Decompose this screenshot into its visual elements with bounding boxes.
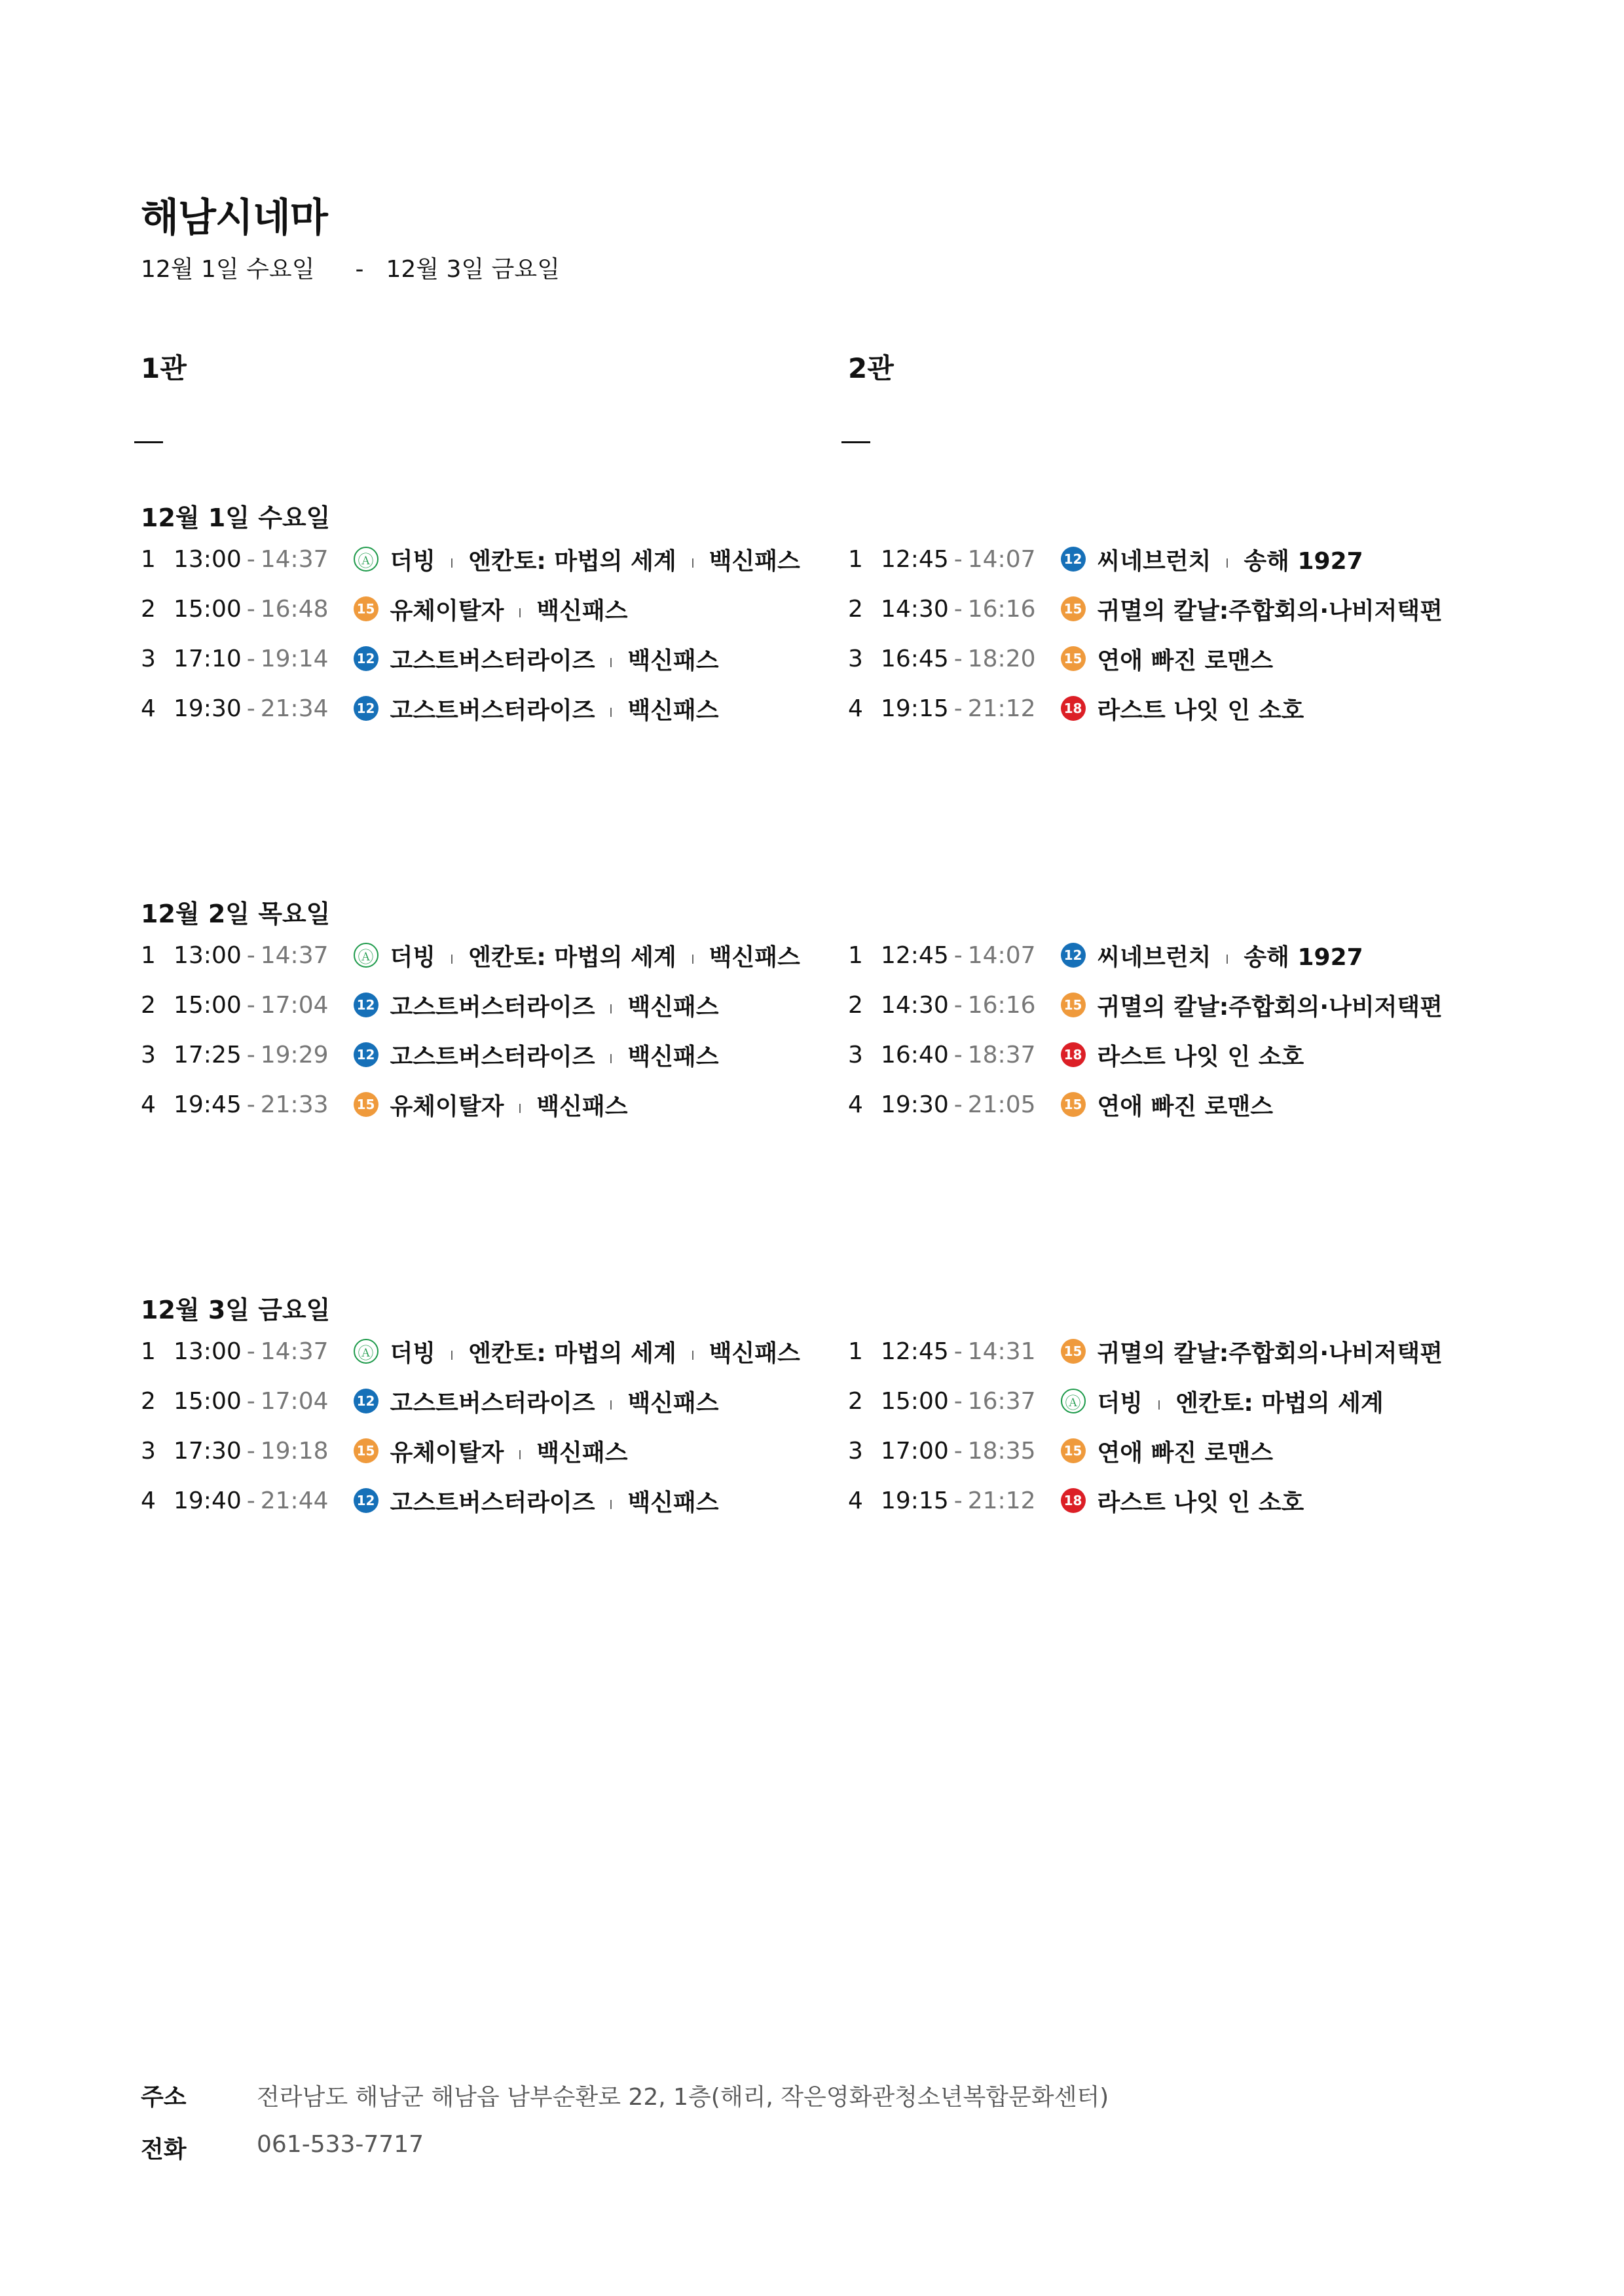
end-time: 18:20 — [967, 645, 1036, 672]
movie-title: 송해 1927 — [1244, 943, 1363, 971]
rating-badge-icon: 18 — [1061, 1488, 1086, 1513]
time-separator: - — [246, 545, 255, 573]
time-separator: - — [953, 1338, 963, 1365]
start-time: 19:45 — [174, 1091, 242, 1118]
rating-badge-icon: 12 — [1061, 943, 1086, 968]
screening-row-hall-2 — [848, 1381, 1384, 1421]
time-separator: - — [953, 1487, 963, 1514]
screening-row-hall-1 — [141, 1381, 719, 1421]
screening-number: 3 — [848, 1041, 863, 1068]
title-divider — [1227, 955, 1228, 964]
screening-row-hall-2 — [848, 1085, 1273, 1124]
rating-badge-icon: 15 — [1061, 1092, 1086, 1117]
movie-title: 백신패스 — [627, 697, 719, 724]
rating-badge-icon: 12 — [354, 1488, 378, 1513]
screening-row-hall-2 — [848, 1332, 1443, 1371]
end-time: 16:16 — [967, 991, 1036, 1019]
start-time: 15:00 — [174, 1387, 242, 1415]
start-time: 14:30 — [881, 991, 949, 1019]
screening-row-hall-2 — [848, 589, 1443, 629]
screening-row-hall-2 — [848, 1035, 1304, 1074]
movie-title: 귀멸의 칼날:주합회의·나비저택편 — [1097, 993, 1443, 1021]
day-label: 12월 1일 수요일 — [141, 503, 331, 532]
rating-badge-icon: 12 — [354, 696, 378, 721]
movie-title: 유체이탈자 — [390, 1093, 504, 1120]
movie-title: 라스트 나잇 인 소호 — [1097, 1489, 1304, 1516]
hall-1-divider — [134, 441, 163, 443]
movie-title: 백신패스 — [627, 1489, 719, 1516]
title-divider — [692, 1351, 693, 1360]
start-time: 12:45 — [881, 941, 949, 969]
rating-badge-icon: 12 — [354, 1042, 378, 1067]
rating-badge-icon: 12 — [354, 1389, 378, 1413]
start-time: 15:00 — [174, 595, 242, 623]
movie-title: 더빙 — [390, 1339, 436, 1367]
screening-number: 4 — [848, 695, 863, 722]
movie-title: 더빙 — [390, 943, 436, 971]
movie-title: 더빙 — [1097, 1389, 1143, 1417]
screening-row-hall-2 — [848, 539, 1363, 579]
start-time: 12:45 — [881, 1338, 949, 1365]
time-separator: - — [953, 1091, 963, 1118]
screening-number: 2 — [141, 595, 156, 623]
title-divider — [451, 1351, 452, 1360]
screening-number: 3 — [848, 1437, 863, 1465]
end-time: 14:37 — [260, 1338, 329, 1365]
movie-title: 라스트 나잇 인 소호 — [1097, 697, 1304, 724]
screening-number: 4 — [848, 1091, 863, 1118]
time-separator: - — [246, 1387, 255, 1415]
screening-row-hall-1 — [141, 1332, 800, 1371]
rating-badge-icon: 18 — [1061, 696, 1086, 721]
time-separator: - — [246, 941, 255, 969]
movie-title: 귀멸의 칼날:주합회의·나비저택편 — [1097, 1339, 1443, 1367]
rating-badge-icon: 15 — [354, 596, 378, 621]
end-time: 19:18 — [260, 1437, 329, 1465]
time-separator: - — [246, 1091, 255, 1118]
movie-title: 백신패스 — [709, 1339, 800, 1367]
title-divider — [519, 608, 521, 617]
time-separator: - — [953, 1387, 963, 1415]
screening-number: 1 — [141, 545, 156, 573]
movie-title: 라스트 나잇 인 소호 — [1097, 1043, 1304, 1070]
movie-title: 백신패스 — [709, 547, 800, 575]
start-time: 17:30 — [174, 1437, 242, 1465]
end-time: 14:37 — [260, 545, 329, 573]
screening-row-hall-1 — [141, 1085, 628, 1124]
end-time: 21:33 — [260, 1091, 329, 1118]
end-time: 14:31 — [967, 1338, 1036, 1365]
date-range-end: 12월 3일 금요일 — [386, 256, 560, 283]
time-separator: - — [246, 1437, 255, 1465]
screening-row-hall-2 — [848, 1481, 1304, 1520]
movie-title: 엔칸토: 마법의 세계 — [468, 943, 676, 971]
rating-badge-icon: 15 — [1061, 1438, 1086, 1463]
start-time: 16:40 — [881, 1041, 949, 1068]
movie-title: 고스트버스터라이즈 — [390, 1389, 595, 1417]
start-time: 19:40 — [174, 1487, 242, 1514]
start-time: 16:45 — [881, 645, 949, 672]
title-divider — [610, 658, 612, 667]
screening-number: 1 — [848, 941, 863, 969]
time-separator: - — [246, 1487, 255, 1514]
start-time: 19:30 — [174, 695, 242, 722]
start-time: 12:45 — [881, 545, 949, 573]
title-divider — [519, 1450, 521, 1459]
rating-badge-icon: 15 — [354, 1438, 378, 1463]
time-separator: - — [246, 645, 255, 672]
rating-badge-icon: 15 — [1061, 596, 1086, 621]
end-time: 21:12 — [967, 695, 1036, 722]
end-time: 18:37 — [967, 1041, 1036, 1068]
screening-row-hall-1 — [141, 985, 719, 1025]
phone-value: 061-533-7717 — [257, 2131, 424, 2158]
movie-title: 송해 1927 — [1244, 547, 1363, 575]
title-divider — [451, 558, 452, 568]
movie-title: 백신패스 — [627, 993, 719, 1021]
time-separator: - — [953, 941, 963, 969]
screening-row-hall-1 — [141, 1035, 719, 1074]
movie-title: 고스트버스터라이즈 — [390, 1043, 595, 1070]
rating-badge-icon: Ⓐ — [354, 1339, 378, 1364]
screening-row-hall-2 — [848, 639, 1273, 678]
time-separator: - — [246, 1041, 255, 1068]
movie-title: 백신패스 — [709, 943, 800, 971]
screening-row-hall-1 — [141, 1431, 628, 1470]
title-divider — [1227, 558, 1228, 568]
rating-badge-icon: Ⓐ — [354, 943, 378, 968]
title-divider — [692, 955, 693, 964]
end-time: 16:48 — [260, 595, 329, 623]
movie-title: 엔칸토: 마법의 세계 — [468, 1339, 676, 1367]
time-separator: - — [246, 991, 255, 1019]
rating-badge-icon: Ⓐ — [354, 547, 378, 572]
time-separator: - — [953, 991, 963, 1019]
movie-title: 유체이탈자 — [390, 597, 504, 625]
screening-number: 1 — [141, 941, 156, 969]
end-time: 16:37 — [967, 1387, 1036, 1415]
page-title: 해남시네마 — [141, 195, 327, 241]
movie-title: 고스트버스터라이즈 — [390, 697, 595, 724]
movie-title: 고스트버스터라이즈 — [390, 993, 595, 1021]
start-time: 13:00 — [174, 941, 242, 969]
title-divider — [610, 1054, 612, 1063]
start-time: 17:25 — [174, 1041, 242, 1068]
movie-title: 연애 빠진 로맨스 — [1097, 647, 1273, 674]
end-time: 21:44 — [260, 1487, 329, 1514]
screening-row-hall-1 — [141, 689, 719, 728]
screening-row-hall-1 — [141, 1481, 719, 1520]
time-separator: - — [246, 1338, 255, 1365]
movie-title: 백신패스 — [627, 1389, 719, 1417]
time-separator: - — [953, 695, 963, 722]
screening-number: 2 — [848, 595, 863, 623]
time-separator: - — [246, 695, 255, 722]
start-time: 17:00 — [881, 1437, 949, 1465]
date-range — [141, 251, 560, 284]
screening-number: 3 — [141, 1041, 156, 1068]
title-divider — [610, 708, 612, 717]
rating-badge-icon: 15 — [1061, 993, 1086, 1017]
time-separator: - — [953, 595, 963, 623]
rating-badge-icon: 18 — [1061, 1042, 1086, 1067]
movie-title: 씨네브런치 — [1097, 943, 1211, 971]
screening-number: 2 — [141, 1387, 156, 1415]
screening-number: 3 — [141, 645, 156, 672]
movie-title: 씨네브런치 — [1097, 547, 1211, 575]
date-range-start: 12월 1일 수요일 — [141, 256, 315, 283]
screening-number: 1 — [141, 1338, 156, 1365]
movie-title: 연애 빠진 로맨스 — [1097, 1439, 1273, 1467]
end-time: 19:14 — [260, 645, 329, 672]
movie-title: 더빙 — [390, 547, 436, 575]
phone-label: 전화 — [141, 2136, 187, 2163]
screening-row-hall-2 — [848, 985, 1443, 1025]
address-value: 전라남도 해남군 해남읍 남부순환로 22, 1층(해리, 작은영화관청소년복합문화센터) — [257, 2084, 1109, 2111]
start-time: 19:15 — [881, 1487, 949, 1514]
screening-row-hall-1 — [141, 539, 800, 579]
screening-number: 4 — [141, 1091, 156, 1118]
end-time: 21:12 — [967, 1487, 1036, 1514]
rating-badge-icon: 15 — [354, 1092, 378, 1117]
rating-badge-icon: 15 — [1061, 646, 1086, 671]
hall-1-heading: 1관 — [141, 352, 187, 384]
movie-title: 연애 빠진 로맨스 — [1097, 1093, 1273, 1120]
time-separator: - — [246, 595, 255, 623]
time-separator: - — [953, 545, 963, 573]
screening-number: 4 — [141, 695, 156, 722]
title-divider — [610, 1004, 612, 1013]
time-separator: - — [953, 1437, 963, 1465]
end-time: 14:37 — [260, 941, 329, 969]
end-time: 14:07 — [967, 941, 1036, 969]
start-time: 17:10 — [174, 645, 242, 672]
movie-title: 고스트버스터라이즈 — [390, 1489, 595, 1516]
screening-row-hall-2 — [848, 689, 1304, 728]
screening-row-hall-1 — [141, 639, 719, 678]
rating-badge-icon: 15 — [1061, 1339, 1086, 1364]
title-divider — [519, 1104, 521, 1113]
end-time: 14:07 — [967, 545, 1036, 573]
start-time: 13:00 — [174, 545, 242, 573]
screening-number: 3 — [848, 645, 863, 672]
screening-number: 1 — [848, 545, 863, 573]
screening-row-hall-2 — [848, 1431, 1273, 1470]
movie-title: 백신패스 — [536, 1093, 628, 1120]
screening-number: 4 — [141, 1487, 156, 1514]
title-divider — [692, 558, 693, 568]
day-label: 12월 3일 금요일 — [141, 1296, 331, 1324]
start-time: 15:00 — [881, 1387, 949, 1415]
end-time: 21:34 — [260, 695, 329, 722]
start-time: 19:15 — [881, 695, 949, 722]
rating-badge-icon: 12 — [354, 646, 378, 671]
start-time: 15:00 — [174, 991, 242, 1019]
movie-title: 백신패스 — [627, 647, 719, 674]
screening-number: 2 — [848, 1387, 863, 1415]
title-divider — [610, 1400, 612, 1410]
screening-number: 2 — [848, 991, 863, 1019]
time-separator: - — [953, 645, 963, 672]
screening-number: 4 — [848, 1487, 863, 1514]
end-time: 17:04 — [260, 1387, 329, 1415]
rating-badge-icon: 12 — [1061, 547, 1086, 572]
movie-title: 백신패스 — [627, 1043, 719, 1070]
date-range-separator: - — [355, 256, 364, 283]
movie-title: 백신패스 — [536, 597, 628, 625]
end-time: 19:29 — [260, 1041, 329, 1068]
start-time: 19:30 — [881, 1091, 949, 1118]
time-separator: - — [953, 1041, 963, 1068]
screening-row-hall-1 — [141, 936, 800, 975]
movie-title: 엔칸토: 마법의 세계 — [1175, 1389, 1384, 1417]
movie-title: 엔칸토: 마법의 세계 — [468, 547, 676, 575]
screening-number: 2 — [141, 991, 156, 1019]
end-time: 18:35 — [967, 1437, 1036, 1465]
end-time: 17:04 — [260, 991, 329, 1019]
screening-number: 3 — [141, 1437, 156, 1465]
title-divider — [1158, 1400, 1160, 1410]
movie-title: 고스트버스터라이즈 — [390, 647, 595, 674]
title-divider — [451, 955, 452, 964]
movie-title: 백신패스 — [536, 1439, 628, 1467]
day-label: 12월 2일 목요일 — [141, 900, 331, 928]
screening-number: 1 — [848, 1338, 863, 1365]
rating-badge-icon: 12 — [354, 993, 378, 1017]
rating-badge-icon: Ⓐ — [1061, 1389, 1086, 1413]
start-time: 13:00 — [174, 1338, 242, 1365]
movie-title: 유체이탈자 — [390, 1439, 504, 1467]
address-label: 주소 — [141, 2084, 187, 2111]
title-divider — [610, 1500, 612, 1509]
screening-row-hall-1 — [141, 589, 628, 629]
end-time: 21:05 — [967, 1091, 1036, 1118]
screening-row-hall-2 — [848, 936, 1363, 975]
hall-2-heading: 2관 — [848, 352, 894, 384]
start-time: 14:30 — [881, 595, 949, 623]
movie-title: 귀멸의 칼날:주합회의·나비저택편 — [1097, 597, 1443, 625]
end-time: 16:16 — [967, 595, 1036, 623]
hall-2-divider — [841, 441, 870, 443]
